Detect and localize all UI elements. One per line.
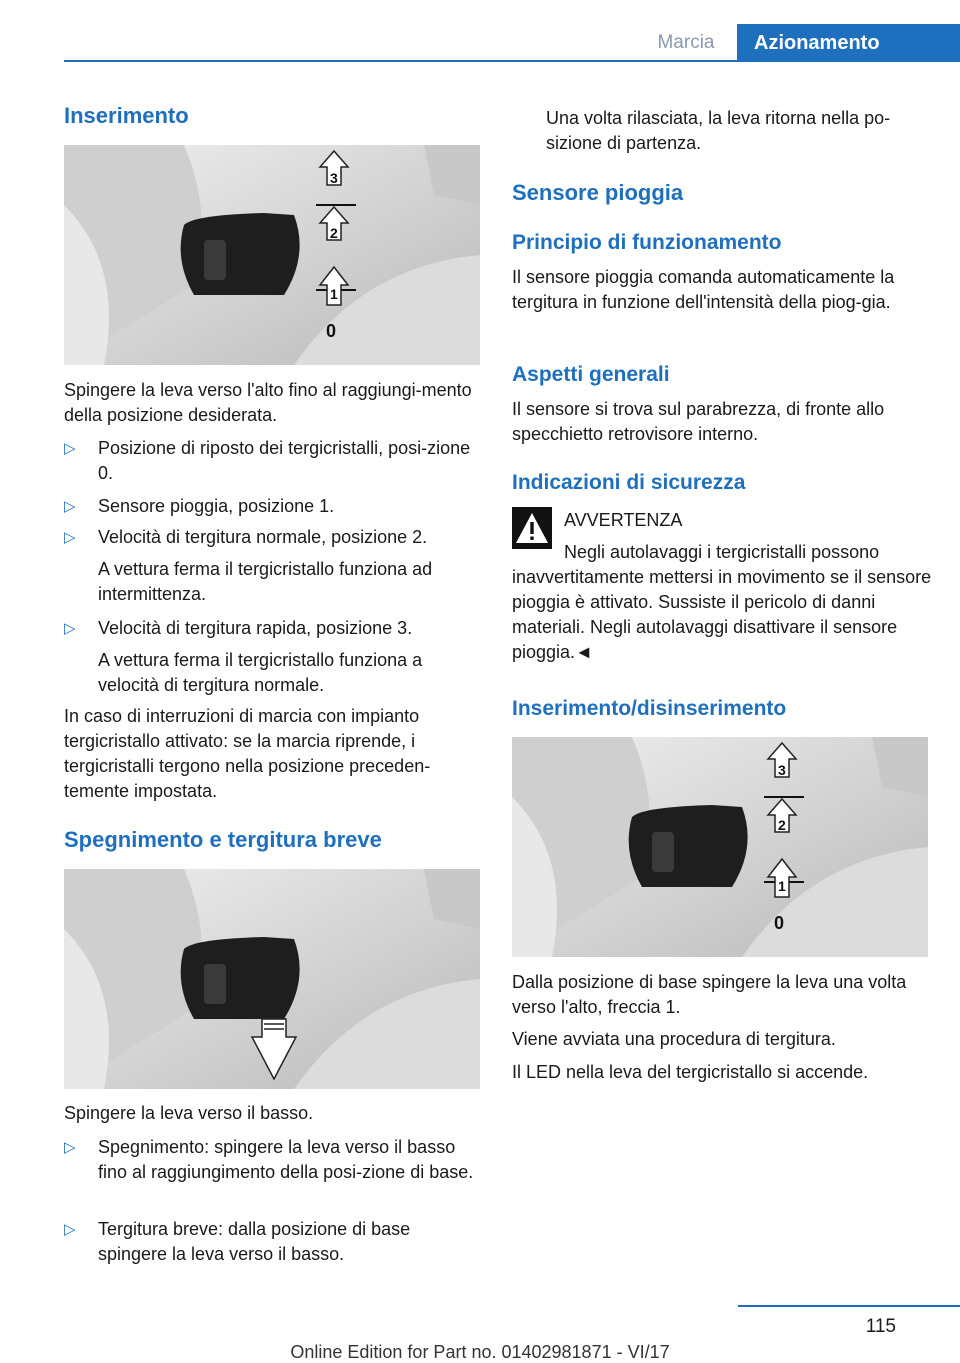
warning-title: AVVERTENZA [564, 510, 683, 530]
svg-text:3: 3 [778, 762, 786, 778]
list-item-spegnimento: ▷ Spegnimento: spingere la leva verso il basso fino al raggiungimento della posi-zione di base. [64, 1137, 474, 1182]
wiper-lever-down-photo [64, 869, 480, 1089]
heading-inserimento-disinserimento: Inserimento/disinserimento [512, 697, 787, 720]
heading-aspetti: Aspetti generali [512, 363, 670, 386]
procedura-text: Viene avviata una procedura di tergitura. [512, 1029, 836, 1049]
bullet-icon: ▷ [64, 440, 76, 457]
spegnimento-text: Spingere la leva verso il basso. [64, 1103, 314, 1123]
tab-marcia[interactable]: Marcia [657, 32, 715, 53]
svg-text:2: 2 [778, 817, 786, 833]
list-item-pos2: ▷ Velocità di tergitura normale, posizione 2. A vettura ferma il tergicristallo funziona ad intermittenza. [64, 527, 433, 604]
bullet-icon: ▷ [64, 620, 76, 637]
wiper-lever-up-photo [64, 145, 480, 365]
heading-inserimento: Inserimento [64, 103, 189, 128]
page-number: 115 [865, 1316, 896, 1337]
warning-icon [512, 507, 552, 549]
aspetti-text: Il sensore si trova sul parabrezza, di fronte allo specchietto retrovisore interno. [512, 399, 885, 444]
rilasciata-text: Una volta rilasciata, la leva ritorna nella po-sizione di partenza. [546, 108, 891, 153]
principio-text: Il sensore pioggia comanda automaticamente la tergitura in funzione dell'intensità della piog-gia. [512, 267, 895, 312]
svg-text:1: 1 [778, 878, 786, 894]
bullet-icon: ▷ [64, 1221, 76, 1238]
list-item-pos0: ▷ Posizione di riposto dei tergicristalli, posi-zione 0. [64, 438, 471, 483]
heading-sensore-pioggia: Sensore pioggia [512, 180, 684, 205]
list-item-pos3: ▷ Velocità di tergitura rapida, posizione 3. A vettura ferma il tergicristallo funziona a velocità di tergitura normale. [64, 618, 423, 695]
heading-sicurezza: Indicazioni di sicurezza [512, 471, 746, 494]
heading-principio: Principio di funzionamento [512, 231, 782, 254]
svg-text:1: 1 [330, 286, 338, 302]
led-text: Il LED nella leva del tergicristallo si accende. [512, 1062, 869, 1082]
interruzioni-text: In caso di interruzioni di marcia con impianto tergicristallo attivato: se la marcia riprende, i tergicristalli tergono nella posizione preceden-temente impostata. [64, 706, 431, 801]
edition-note: Online Edition for Part no. 01402981871 - VI/17 [290, 1342, 670, 1362]
tab-azionamento[interactable]: Azionamento [737, 24, 960, 62]
bullet-icon: ▷ [64, 529, 76, 546]
svg-text:0: 0 [774, 913, 785, 933]
inserimento-text: Spingere la leva verso l'alto fino al raggiungi-mento della posizione desiderata. [64, 380, 472, 425]
list-item-pos1: ▷ Sensore pioggia, posizione 1. [64, 494, 484, 519]
list-item-tergitura-breve: ▷ Tergitura breve: dalla posizione di base spingere la leva verso il basso. [64, 1219, 411, 1264]
footer-rule [738, 1305, 960, 1307]
bullet-icon: ▷ [64, 1139, 76, 1156]
svg-text:0: 0 [326, 321, 337, 341]
warning-text: inavvertitamente mettersi in movimento se il sensore pioggia è attivato. Sussiste il pericolo di danni materiali. Negli autolavaggi disattivare il sensore pioggia.◄ [512, 567, 932, 662]
inserimento-dis-text: Dalla posizione di base spingere la leva una volta verso l'alto, freccia 1. [512, 972, 907, 1017]
heading-spegnimento: Spegnimento e tergitura breve [64, 827, 382, 852]
svg-text:3: 3 [330, 170, 338, 186]
svg-text:2: 2 [330, 225, 338, 241]
bullet-icon: ▷ [64, 498, 76, 515]
wiper-lever-up-photo-2 [512, 737, 928, 957]
warning-line1: Negli autolavaggi i tergicristalli possono [564, 542, 880, 562]
